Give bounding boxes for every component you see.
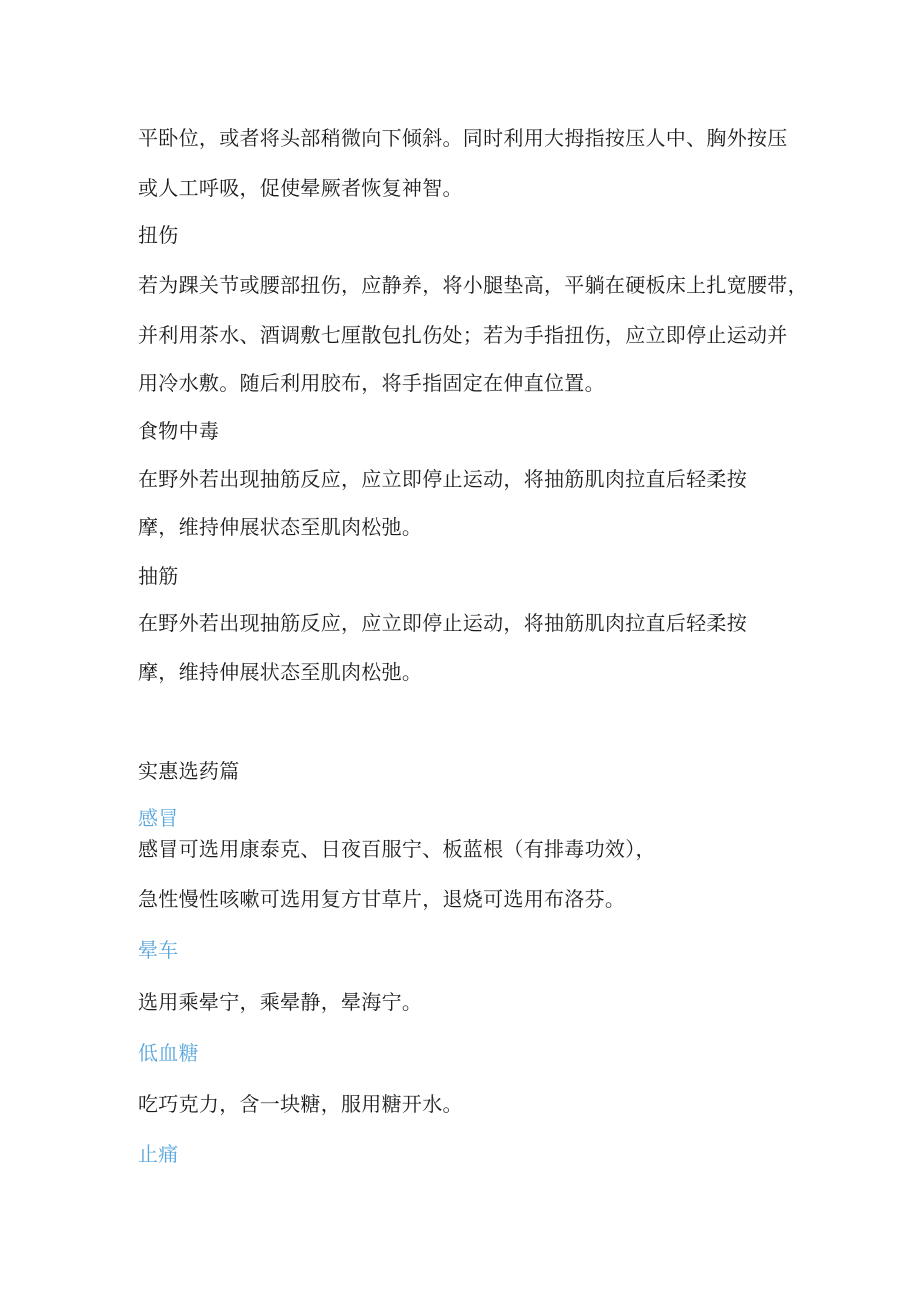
motion-sickness-heading: 晕车: [138, 938, 179, 962]
pain-relief-heading: 止痛: [138, 1142, 179, 1166]
cramp-text-line-1: 在野外若出现抽筋反应，应立即停止运动，将抽筋肌肉拉直后轻柔按: [138, 611, 747, 635]
fainting-text-line-1: 平卧位，或者将头部稍微向下倾斜。同时利用大拇指按压人中、胸外按压: [138, 126, 788, 150]
cold-text-line-1: 感冒可选用康泰克、日夜百服宁、板蓝根（有排毒功效），: [138, 837, 656, 861]
cramp-text-line-2: 摩，维持伸展状态至肌肉松弛。: [138, 660, 423, 684]
cramp-heading: 抽筋: [138, 564, 179, 588]
cold-text-line-2: 急性慢性咳嗽可选用复方甘草片，退烧可选用布洛芬。: [138, 887, 626, 911]
hypoglycemia-text-line-1: 吃巧克力，含一块糖，服用糖开水。: [138, 1092, 463, 1116]
food-poisoning-text-line-2: 摩，维持伸展状态至肌肉松弛。: [138, 515, 423, 539]
food-poisoning-heading: 食物中毒: [138, 419, 220, 443]
food-poisoning-text-line-1: 在野外若出现抽筋反应，应立即停止运动，将抽筋肌肉拉直后轻柔按: [138, 467, 747, 491]
sprain-heading: 扭伤: [138, 223, 179, 247]
sprain-text-line-1: 若为踝关节或腰部扭伤，应静养，将小腿垫高，平躺在硬板床上扎宽腰带，: [138, 273, 808, 297]
cold-heading: 感冒: [138, 806, 179, 830]
medicine-section-title: 实惠选药篇: [138, 759, 240, 783]
fainting-text-line-2: 或人工呼吸，促使晕厥者恢复神智。: [138, 176, 463, 200]
hypoglycemia-heading: 低血糖: [138, 1041, 199, 1065]
motion-sickness-text-line-1: 选用乘晕宁，乘晕静，晕海宁。: [138, 990, 423, 1014]
sprain-text-line-2: 并利用茶水、酒调敷七厘散包扎伤处；若为手指扭伤，应立即停止运动并: [138, 323, 788, 347]
sprain-text-line-3: 用冷水敷。随后利用胶布，将手指固定在伸直位置。: [138, 371, 605, 395]
